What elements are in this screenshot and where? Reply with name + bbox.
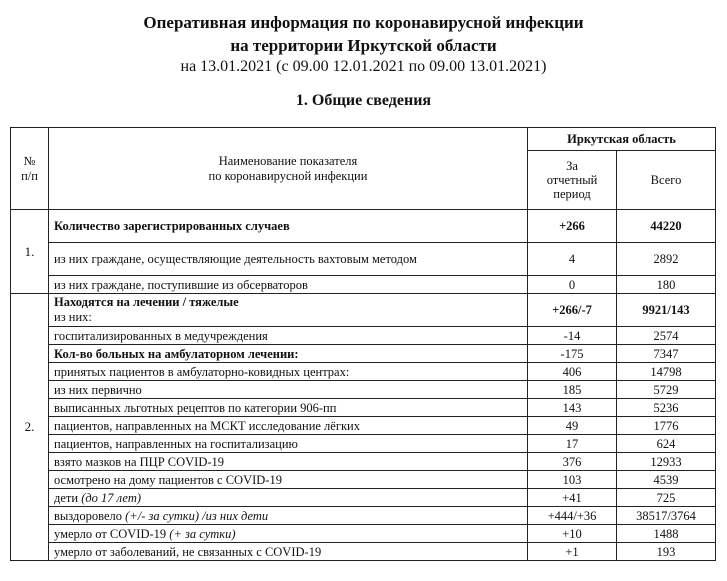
table-row	[11, 381, 716, 399]
period-value: 4	[528, 243, 617, 276]
column-header-number	[11, 128, 49, 210]
h-period-text: За отчетный период	[546, 159, 598, 201]
table-row	[11, 243, 716, 276]
indicator-label-text: дети (до 17 лет)	[54, 490, 142, 505]
period-value: 17	[528, 435, 617, 453]
indicator-label-text: осмотрено на дому пациентов с COVID-19	[54, 472, 282, 487]
column-header-period	[528, 151, 617, 210]
period-value: +1	[528, 543, 617, 561]
indicator-label	[49, 363, 528, 381]
total-value: 9921/143	[617, 294, 716, 327]
table-row	[11, 507, 716, 525]
indicator-label-text: умерло от заболеваний, не связанных с COVID-19	[54, 544, 322, 559]
indicator-label	[49, 294, 528, 327]
indicator-label-text: Количество зарегистрированных случаев	[54, 218, 290, 233]
report-subtitle: на территории Иркутской области	[230, 36, 497, 55]
total-value: 2574	[617, 327, 716, 345]
total-value: 7347	[617, 345, 716, 363]
group-number: 2.	[11, 294, 49, 561]
period-value: -14	[528, 327, 617, 345]
indicator-label-text: умерло от COVID-19 (+ за сутки)	[54, 526, 236, 541]
total-value: 38517/3764	[617, 507, 716, 525]
indicator-label	[49, 399, 528, 417]
report-date: на 13.01.2021 (с 09.00 12.01.2021 по 09.00 13.01.2021)	[180, 58, 547, 75]
group-number: 1.	[11, 210, 49, 294]
indicator-label	[49, 381, 528, 399]
table-row	[11, 399, 716, 417]
indicator-label	[49, 507, 528, 525]
table-row	[11, 435, 716, 453]
total-value: 5729	[617, 381, 716, 399]
indicator-label	[49, 210, 528, 243]
table-row	[11, 210, 716, 243]
table-row	[11, 327, 716, 345]
indicator-label	[49, 435, 528, 453]
indicator-label-text: Кол-во больных на амбулаторном лечении:	[54, 346, 299, 361]
period-value: 143	[528, 399, 617, 417]
period-value: 406	[528, 363, 617, 381]
total-value: 4539	[617, 471, 716, 489]
indicator-label-text: выписанных льготных рецептов по категории 906-пп	[54, 400, 337, 415]
period-value: 185	[528, 381, 617, 399]
indicator-label-text: Находятся на лечении / тяжелые	[54, 295, 239, 309]
period-value: +266	[528, 210, 617, 243]
table-row	[11, 471, 716, 489]
period-value: +266/-7	[528, 294, 617, 327]
indicator-label	[49, 543, 528, 561]
indicator-sublabel: из них:	[54, 310, 92, 324]
indicator-label-text: пациентов, направленных на МСКТ исследование лёгких	[54, 418, 360, 433]
indicator-label	[49, 525, 528, 543]
column-header-indicator	[49, 128, 528, 210]
period-value: +10	[528, 525, 617, 543]
total-value: 2892	[617, 243, 716, 276]
total-value: 12933	[617, 453, 716, 471]
indicator-label	[49, 489, 528, 507]
table-row	[11, 543, 716, 561]
report-title: Оперативная информация по коронавирусной инфекции	[143, 13, 584, 32]
total-value: 180	[617, 276, 716, 294]
indicator-label	[49, 327, 528, 345]
total-value: 624	[617, 435, 716, 453]
table-body	[11, 210, 716, 561]
indicator-label-text: выздоровело (+/- за сутки) /из них дети	[54, 508, 269, 523]
h-name-text: Наименование показателя по коронавирусной инфекции	[208, 153, 368, 183]
section-title: 1. Общие сведения	[295, 92, 432, 109]
column-header-total: Всего	[617, 151, 716, 210]
indicator-label	[49, 345, 528, 363]
period-value: +444/+36	[528, 507, 617, 525]
column-header-region: Иркутская область	[528, 128, 716, 151]
indicator-label-text: из них первично	[54, 382, 142, 397]
h-num-text: № п/п	[21, 153, 38, 183]
period-value: +41	[528, 489, 617, 507]
total-value: 1776	[617, 417, 716, 435]
indicator-label-text: из них граждане, поступившие из обсерваторов	[54, 277, 308, 292]
total-value: 14798	[617, 363, 716, 381]
period-value: 103	[528, 471, 617, 489]
table-row	[11, 276, 716, 294]
period-value: 376	[528, 453, 617, 471]
table-row	[11, 345, 716, 363]
period-value: 49	[528, 417, 617, 435]
table-row	[11, 489, 716, 507]
period-value: 0	[528, 276, 617, 294]
indicator-label	[49, 276, 528, 294]
total-value: 193	[617, 543, 716, 561]
total-value: 5236	[617, 399, 716, 417]
table-row	[11, 363, 716, 381]
total-value: 1488	[617, 525, 716, 543]
indicator-label-text: госпитализированных в медучреждения	[54, 328, 268, 343]
indicator-label-text: из них граждане, осуществляющие деятельность вахтовым методом	[54, 251, 417, 266]
period-value: -175	[528, 345, 617, 363]
indicator-label	[49, 417, 528, 435]
table-row	[11, 294, 716, 327]
table-row	[11, 525, 716, 543]
table-row	[11, 417, 716, 435]
indicator-label-text: принятых пациентов в амбулаторно-ковидных центрах:	[54, 364, 350, 379]
indicator-label	[49, 453, 528, 471]
covid-info-table	[10, 127, 716, 561]
indicator-label	[49, 471, 528, 489]
total-value: 725	[617, 489, 716, 507]
table-row	[11, 453, 716, 471]
total-value: 44220	[617, 210, 716, 243]
indicator-label	[49, 243, 528, 276]
indicator-label-text: пациентов, направленных на госпитализацию	[54, 436, 298, 451]
indicator-label-text: взято мазков на ПЦР COVID-19	[54, 454, 225, 469]
